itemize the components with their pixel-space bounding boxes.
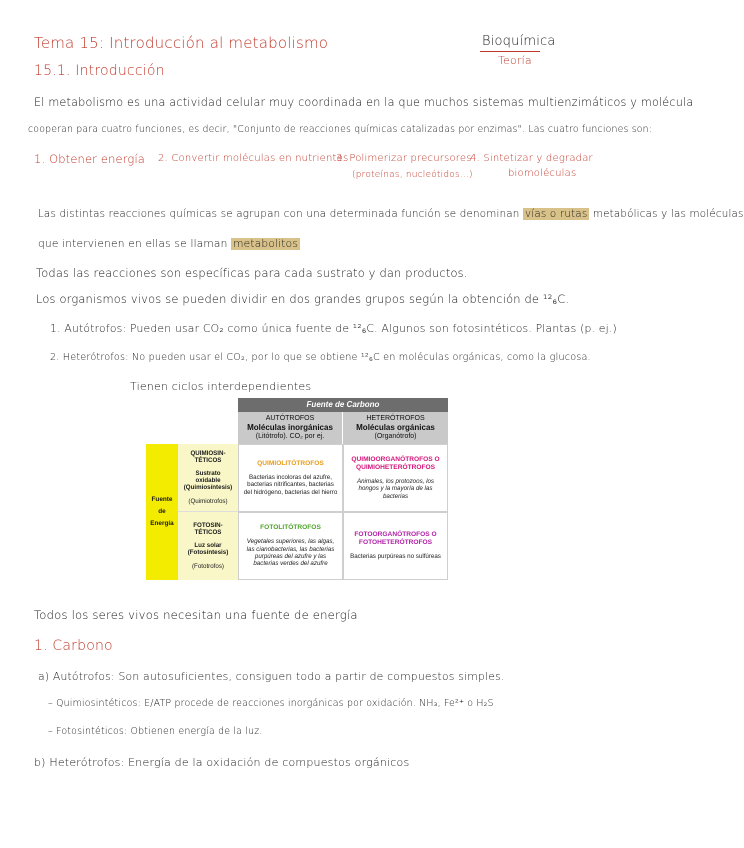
quimio-2: TÉTICOS <box>194 457 222 465</box>
fotosinteticos-item: – Fotosintéticos: Obtienen energía de la luz. <box>48 726 263 737</box>
subject-label: Bioquímica <box>482 34 556 49</box>
hetero-h2: Moléculas orgánicas <box>356 423 435 433</box>
fotosinteticos-row-header <box>178 512 238 580</box>
function-3: 3. Polimerizar precursores <box>336 153 472 164</box>
subject-underline <box>480 51 540 52</box>
page-title: Tema 15: Introducción al metabolismo <box>34 34 329 52</box>
energy-word-1: Fuente <box>151 496 173 504</box>
auto-h2: Moléculas inorgánicas <box>247 423 333 433</box>
quimiosinteticos-row-header <box>178 444 238 512</box>
hetero-h1: HETERÓTROFOS <box>366 414 425 422</box>
function-4-cont: biomoléculas <box>508 168 577 179</box>
foto-2: TÉTICOS <box>194 529 222 537</box>
highlight-metabolitos: metabolitos <box>233 238 299 250</box>
quimiosinteticos-item: – Quimiosintéticos: E/ATP procede de reacciones inorgánicas por oxidación. NH₃, Fe²⁺ o H₂S <box>48 698 494 709</box>
carbon-source-header: Fuente de Carbono <box>238 398 448 412</box>
carbono-heading: 1. Carbono <box>34 638 113 654</box>
quimioorganotrofos-cell <box>343 444 448 512</box>
quimio-1: QUIMIOSIN- <box>190 449 226 457</box>
energy-source-header <box>146 444 178 580</box>
metabolism-classification-table <box>146 398 448 580</box>
foto-1: FOTOSIN- <box>193 521 223 529</box>
paragraph-1-b: metabólicas y las moléculas <box>592 208 744 220</box>
foto-4: (Fotosíntesis) <box>187 549 229 557</box>
function-2: 2. Convertir moléculas en nutrientes <box>158 153 349 164</box>
heterotrofos-column-header <box>343 412 448 444</box>
quimioorganotrofos-text: Animales, los protozoos, los hongos y la mayoría de las bacterias <box>356 477 435 500</box>
auto-h3: (Litótrofo). CO₂ por ej. <box>255 432 325 440</box>
paragraph-2 <box>38 238 300 250</box>
quimiolitotrofos-text: Bacterias incoloras del azufre, bacterias nitrificantes, bacterias del hidrógeno, bacterias del hierro <box>243 473 338 496</box>
energy-word-3: Energía <box>150 519 174 527</box>
fotolitotrofos-text: Vegetales superiores, las algas, las cianobacterias, las bacterias purpúreas del azufre y las bacterias verdes del azufre <box>246 538 335 568</box>
quimio-4: oxidable <box>195 477 221 484</box>
intro-line-2: cooperan para cuatro funciones, es decir, "Conjunto de reacciones químicas catalizadas por enzimas". Las cuatro funciones son: <box>28 124 653 135</box>
energy-word-2: de <box>158 508 166 516</box>
energy-line: Todos los seres vivos necesitan una fuente de energía <box>34 608 358 622</box>
quimio-5: (Quimiosíntesis) <box>183 484 233 492</box>
function-1: 1. Obtener energía <box>34 152 145 166</box>
function-3-note: (proteínas, nucleótidos...) <box>352 170 473 180</box>
heterotrofos-item: b) Heterótrofos: Energía de la oxidación de compuestos orgánicos <box>34 756 410 769</box>
paragraph-4: Los organismos vivos se pueden dividir en dos grandes grupos según la obtención de ¹²₆C. <box>36 292 570 306</box>
paragraph-2-a: que intervienen en ellas se llaman <box>38 238 228 250</box>
quimioorganotrofos-label: QUIMIOORGANÓTROFOS O QUIMIOHETERÓTROFOS <box>351 455 440 471</box>
foto-3: Luz solar <box>194 541 222 549</box>
highlight-rutas: vías o rutas <box>525 208 588 220</box>
heterotrofos-line: 2. Heterótrofos: No pueden usar el CO₂, por lo que se obtiene ¹²₆C en moléculas orgánicas, como la glucosa. <box>50 352 591 363</box>
autotrofos-item: a) Autótrofos: Son autosuficientes, consiguen todo a partir de compuestos simples. <box>38 670 505 683</box>
paragraph-1 <box>38 208 744 220</box>
autotrofos-column-header <box>238 412 343 444</box>
autotrofos-line: 1. Autótrofos: Pueden usar CO₂ como única fuente de ¹²₆C. Algunos son fotosintéticos. Plantas (p. ej.) <box>50 322 617 335</box>
fotolitotrofos-cell <box>238 512 343 580</box>
paragraph-1-a: Las distintas reacciones químicas se agrupan con una determinada función se denominan <box>38 208 520 220</box>
ciclos-line: Tienen ciclos interdependientes <box>130 380 312 393</box>
quimio-3: Sustrato <box>195 469 221 477</box>
quimiolitotrofos-label: QUIMIOLITÓTROFOS <box>257 459 324 467</box>
quimio-6: (Quimiotrofos) <box>188 497 228 505</box>
fotoorganotrofos-label: FOTOORGANÓTROFOS O FOTOHETERÓTROFOS <box>354 531 437 547</box>
section-title: 15.1. Introducción <box>34 63 165 79</box>
fotoorganotrofos-cell <box>343 512 448 580</box>
hetero-h3: (Organótrofo) <box>374 432 417 440</box>
quimiolitotrofos-cell <box>238 444 343 512</box>
type-label: Teoría <box>498 54 532 67</box>
foto-5: (Fototrofos) <box>192 562 224 570</box>
fotoorganotrofos-text: Bacterias purpúreas no sulfúreas <box>350 553 441 561</box>
auto-h1: AUTÓTROFOS <box>265 414 315 422</box>
function-4: 4. Sintetizar y degradar <box>470 153 593 164</box>
paragraph-3: Todas las reacciones son específicas para cada sustrato y dan productos. <box>36 266 468 280</box>
intro-line-1: El metabolismo es una actividad celular muy coordinada en la que muchos sistemas multienzimáticos y molécula <box>34 96 694 109</box>
fotolitotrofos-label: FOTOLITÓTROFOS <box>260 524 321 532</box>
